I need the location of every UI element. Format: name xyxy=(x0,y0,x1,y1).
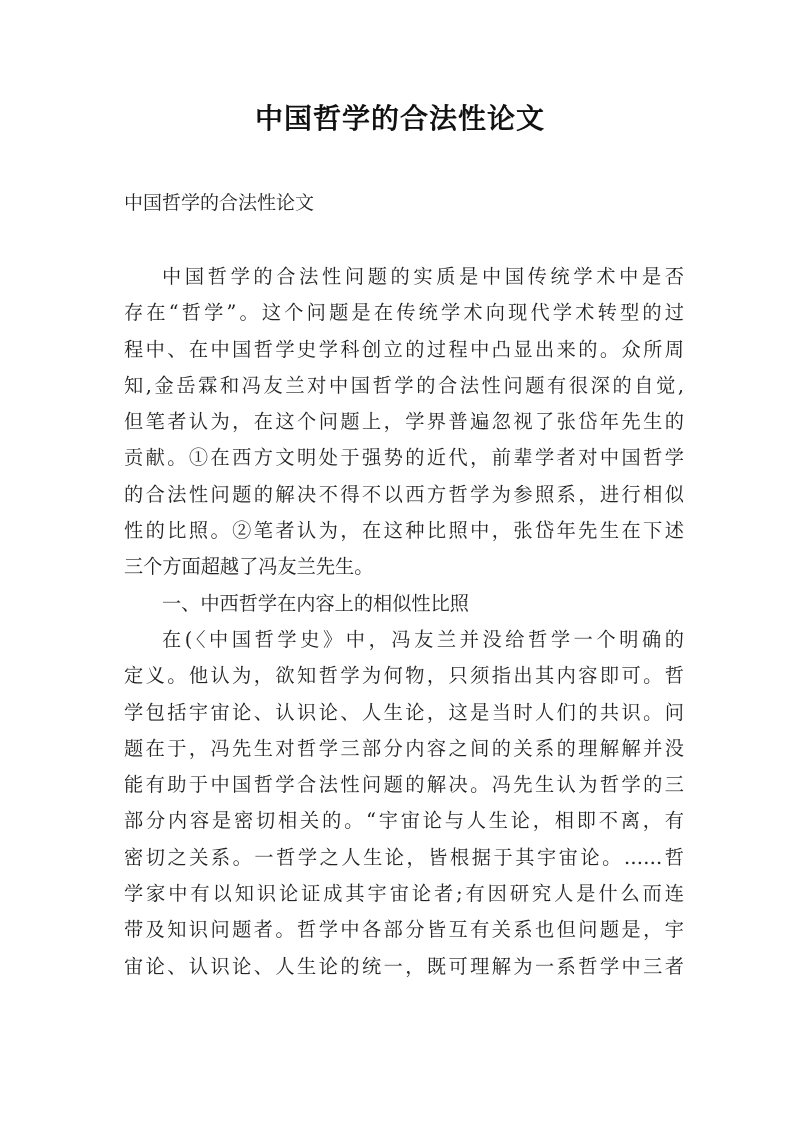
paragraph-line: 密切之关系。一哲学之人生论，皆根据于其宇宙论。……哲 xyxy=(124,845,684,869)
paragraph-line: 部分内容是密切相关的。“宇宙论与人生论，相即不离，有 xyxy=(124,809,684,833)
document-title: 中国哲学的合法性论文 xyxy=(254,102,545,135)
paragraph-line: 定义。他认为，欲知哲学为何物，只须指出其内容即可。哲 xyxy=(124,664,684,688)
section-heading: 一、中西哲学在内容上的相似性比照 xyxy=(162,591,469,615)
document-body xyxy=(124,259,684,985)
paragraph-line: 三个方面超越了冯友兰先生。 xyxy=(124,555,374,579)
paragraph-line: 性的比照。②笔者认为，在这种比照中，张岱年先生在下述 xyxy=(124,519,684,543)
paragraph-line: 能有助于中国哲学合法性问题的解决。冯先生认为哲学的三 xyxy=(124,773,684,797)
paragraph-line: 但笔者认为，在这个问题上，学界普遍忽视了张岱年先生的 xyxy=(124,410,684,434)
paragraph-line: 贡献。①在西方文明处于强势的近代，前辈学者对中国哲学 xyxy=(124,446,684,470)
paragraph-line: 知,金岳霖和冯友兰对中国哲学的合法性问题有很深的自觉, xyxy=(124,373,684,397)
paragraph-line: 在(〈中国哲学史》中，冯友兰并没给哲学一个明确的 xyxy=(162,627,684,651)
paragraph-line: 存在“哲学”。这个问题是在传统学术向现代学术转型的过 xyxy=(124,301,684,325)
paragraph-line: 的合法性问题的解决不得不以西方哲学为参照系，进行相似 xyxy=(124,482,684,506)
paragraph-line: 学包括宇宙论、认识论、人生论，这是当时人们的共识。问 xyxy=(124,700,684,724)
paragraph-line: 带及知识问题者。哲学中各部分皆互有关系也但问题是，宇 xyxy=(124,918,684,942)
paragraph-line: 题在于，冯先生对哲学三部分内容之间的关系的理解解并没 xyxy=(124,736,684,760)
paragraph-line: 程中、在中国哲学史学科创立的过程中凸显出来的。众所周 xyxy=(124,337,684,361)
paragraph-line: 宙论、认识论、人生论的统一，既可理解为一系哲学中三者 xyxy=(124,954,684,978)
paragraph-line: 学家中有以知识论证成其宇宙论者;有因研究人是什么而连 xyxy=(124,882,684,906)
document-subtitle: 中国哲学的合法性论文 xyxy=(124,192,315,214)
paragraph-line: 中国哲学的合法性问题的实质是中国传统学术中是否 xyxy=(162,265,684,288)
